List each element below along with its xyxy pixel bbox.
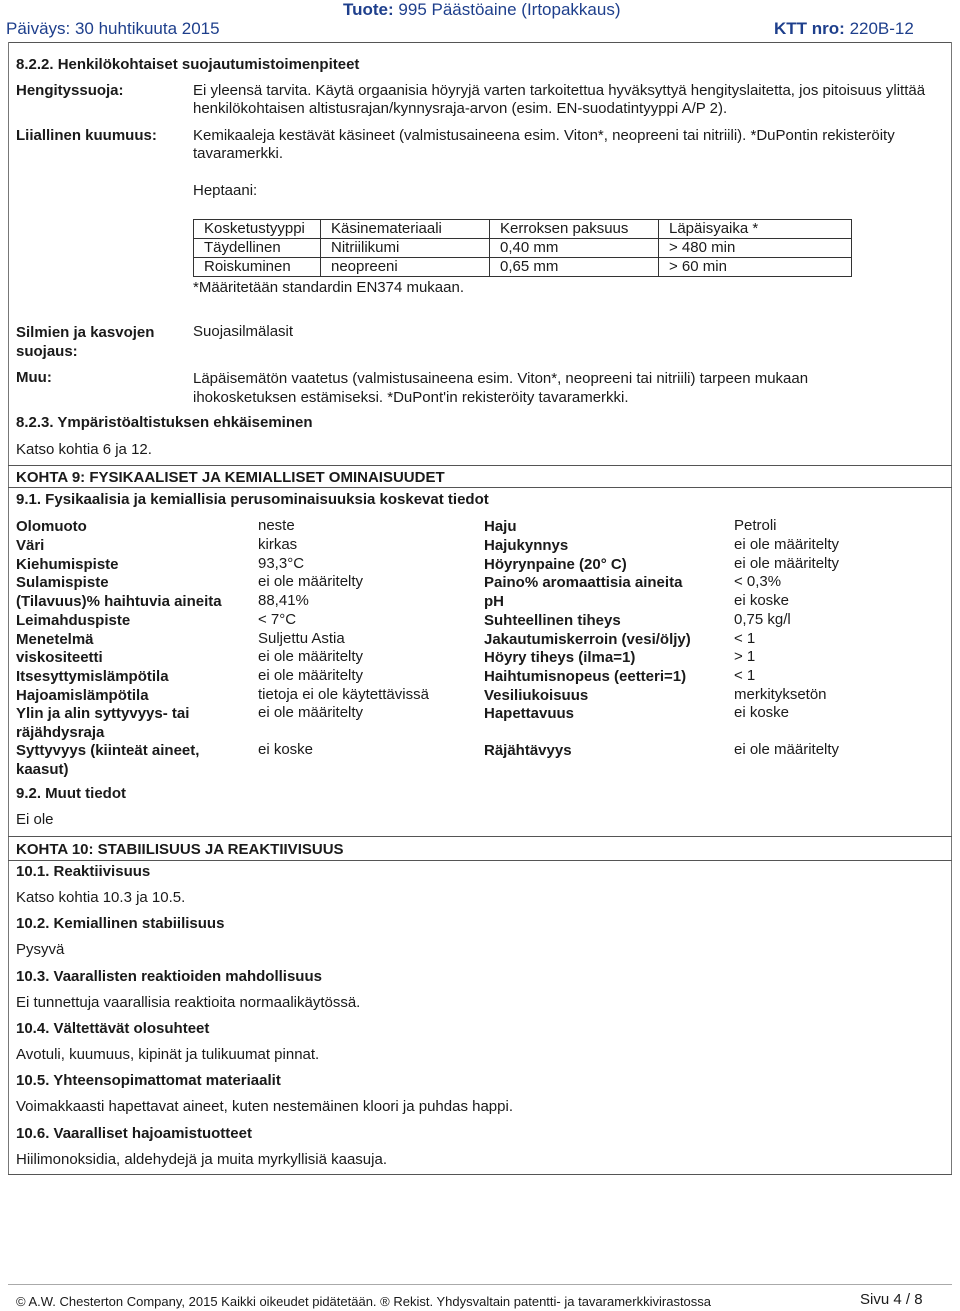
property-value: ei ole määritelty (258, 704, 364, 721)
heat-label: Liiallinen kuumuus: (16, 127, 157, 144)
property-label: pH (484, 593, 504, 610)
section-text-8-2-3: Katso kohtia 6 ja 12. (16, 441, 152, 458)
table-header-cell: Käsinemateriaali (321, 220, 490, 239)
property-label: Itsesyttymislämpötila (16, 668, 169, 685)
subsection-text: Pysyvä (16, 941, 65, 958)
subsection-text: Hiilimonoksidia, aldehydejä ja muita myrkyllisiä kaasuja. (16, 1151, 387, 1168)
table-cell: 0,40 mm (490, 239, 659, 258)
subsection-title-9-1: 9.1. Fysikaalisia ja kemiallisia perusominaisuuksia koskevat tiedot (16, 491, 489, 508)
respiratory-text: Ei yleensä tarvita. Käytä orgaanisia höyryjä varten tarkoitettua hyväksyttyä hengityslaitetta, jos pitoisuus ylittää henkilökohtaisen altistusrajan/kynnysraja-arvon (esim. EN-suodatintyyppi A/P 2). (193, 82, 926, 117)
property-label: Syttyvyys (kiinteät aineet, kaasut) (16, 742, 200, 778)
other-text: Läpäisemätön vaatetus (valmistusaineena esim. Viton*, neopreeni tai nitriili) tarpeen mukaan ihokosketuksen estämiseksi. *DuPont'in rekisteröity tavaramerkki. (193, 370, 809, 406)
subsection-heading: 10.3. Vaarallisten reaktioiden mahdollisuus (16, 968, 322, 985)
table-header-row (194, 220, 852, 239)
section-title-10: KOHTA 10: STABIILISUUS JA REAKTIIVISUUS (16, 841, 344, 858)
property-label: Jakautumiskerroin (vesi/öljy) (484, 631, 691, 648)
property-value: < 0,3% (734, 573, 782, 590)
ktt-label: KTT nro: (774, 19, 845, 38)
document-date: Päiväys: 30 huhtikuuta 2015 (6, 19, 220, 38)
table-row (194, 239, 852, 258)
subsection-text: Ei tunnettuja vaarallisia reaktioita normaalikäytössä. (16, 994, 361, 1011)
property-label: Höyrynpaine (20° C) (484, 556, 627, 573)
eye-protection-text: Suojasilmälasit (193, 323, 294, 340)
property-label: Hajukynnys (484, 537, 569, 554)
section-bottom-rule (8, 1174, 952, 1175)
product-label: Tuote: (343, 0, 394, 19)
property-label: Kiehumispiste (16, 556, 119, 573)
table-header-cell: Läpäisyaika * (659, 220, 852, 239)
footer-page-number: Sivu 4 / 8 (860, 1291, 923, 1308)
property-label: Leimahduspiste (16, 612, 131, 629)
product-value: 995 Päästöaine (Irtopakkaus) (398, 0, 621, 19)
property-value: Petroli (734, 517, 777, 534)
property-value: ei ole määritelty (258, 573, 364, 590)
property-value: ei koske (258, 741, 314, 758)
property-value: ei koske (734, 704, 790, 721)
subsection-heading: 10.6. Vaaralliset hajoamistuotteet (16, 1125, 252, 1142)
eye-protection-label: Silmien ja kasvojen suojaus: (16, 324, 155, 360)
table-note: *Määritetään standardin EN374 mukaan. (193, 279, 464, 296)
property-label: Suhteellinen tiheys (484, 612, 621, 629)
property-value: ei ole määritelty (734, 555, 840, 572)
section-title-9: KOHTA 9: FYSIKAALISET JA KEMIALLISET OMINAISUUDET (16, 469, 445, 486)
property-value: merkityksetön (734, 686, 827, 703)
subsection-heading: 10.2. Kemiallinen stabiilisuus (16, 915, 225, 932)
property-value: 0,75 kg/l (734, 611, 791, 628)
property-value: < 7°C (258, 611, 297, 628)
section-title-8-2-3: 8.2.3. Ympäristöaltistuksen ehkäiseminen (16, 414, 313, 431)
section-rule (8, 836, 952, 837)
heptane-label: Heptaani: (193, 182, 258, 199)
table-cell: > 60 min (659, 258, 852, 277)
property-value: kirkas (258, 536, 298, 553)
table-row (194, 258, 852, 277)
table-cell: neopreeni (321, 258, 490, 277)
property-value: 88,41% (258, 592, 309, 609)
property-label: (Tilavuus)% haihtuvia aineita (16, 593, 222, 610)
property-value: ei koske (734, 592, 790, 609)
other-label: Muu: (16, 369, 52, 386)
header-rule (8, 42, 952, 43)
section-rule (8, 487, 952, 488)
subsection-text: Avotuli, kuumuus, kipinät ja tulikuumat pinnat. (16, 1046, 320, 1063)
footer-rule (8, 1284, 952, 1285)
property-label: Olomuoto (16, 518, 87, 535)
table-cell: Roiskuminen (194, 258, 321, 277)
property-value: < 1 (734, 667, 756, 684)
subsection-heading: 10.4. Vältettävät olosuhteet (16, 1020, 210, 1037)
subsection-text: Katso kohtia 10.3 ja 10.5. (16, 889, 186, 906)
subsection-text: Voimakkaasti hapettavat aineet, kuten nestemäinen kloori ja puhdas happi. (16, 1098, 513, 1115)
property-value: ei ole määritelty (258, 648, 364, 665)
product-line (343, 0, 621, 20)
property-label: viskositeetti (16, 649, 103, 666)
subsection-title-9-2: 9.2. Muut tiedot (16, 785, 126, 802)
property-value: ei ole määritelty (734, 536, 840, 553)
subsection-heading: 10.1. Reaktiivisuus (16, 863, 151, 880)
property-label: Hapettavuus (484, 705, 575, 722)
table-cell: Nitriilikumi (321, 239, 490, 258)
property-value: ei ole määritelty (258, 667, 364, 684)
table-header-cell: Kosketustyyppi (194, 220, 321, 239)
property-label: Väri (16, 537, 45, 554)
property-label: Paino% aromaattisia aineita (484, 574, 683, 591)
table-cell: Täydellinen (194, 239, 321, 258)
respiratory-label: Hengityssuoja: (16, 82, 124, 99)
subsection-text-9-2: Ei ole (16, 811, 54, 828)
footer-copyright: © A.W. Chesterton Company, 2015 Kaikki oikeudet pidätetään. ® Rekist. Yhdysvaltain patentti- ja tavaramerkkivirastossa (16, 1294, 712, 1309)
property-label: Hajoamislämpötila (16, 687, 149, 704)
property-label: Vesiliukoisuus (484, 687, 589, 704)
property-value: neste (258, 517, 295, 534)
ktt-number (774, 19, 914, 39)
heat-text: Kemikaaleja kestävät käsineet (valmistusaineena esim. Viton*, neopreeni tai nitriili). *DuPontin rekisteröity tavaramerkki. (193, 127, 895, 162)
property-label: Haju (484, 518, 517, 535)
section-rule (8, 465, 952, 466)
subsection-heading: 10.5. Yhteensopimattomat materiaalit (16, 1072, 281, 1089)
left-border (8, 42, 9, 1174)
section-title-8-2-2: 8.2.2. Henkilökohtaiset suojautumistoimenpiteet (16, 56, 360, 73)
glove-table (193, 219, 852, 277)
property-value: > 1 (734, 648, 756, 665)
property-label: Höyry tiheys (ilma=1) (484, 649, 636, 666)
table-cell: 0,65 mm (490, 258, 659, 277)
property-value: Suljettu Astia (258, 630, 345, 647)
table-header-cell: Kerroksen paksuus (490, 220, 659, 239)
property-value: ei ole määritelty (734, 741, 840, 758)
table-cell: > 480 min (659, 239, 852, 258)
property-label: Haihtumisnopeus (eetteri=1) (484, 668, 687, 685)
property-label: Sulamispiste (16, 574, 109, 591)
property-label: Räjähtävyys (484, 742, 572, 759)
ktt-value: 220B-12 (849, 19, 914, 38)
property-value: 93,3°C (258, 555, 305, 572)
right-border (951, 42, 952, 1174)
property-value: tietoja ei ole käytettävissä (258, 686, 429, 703)
section-rule (8, 860, 952, 861)
property-value: < 1 (734, 630, 756, 647)
property-label: Ylin ja alin syttyvyys- tai räjähdysraja (16, 705, 190, 741)
property-label: Menetelmä (16, 631, 94, 648)
